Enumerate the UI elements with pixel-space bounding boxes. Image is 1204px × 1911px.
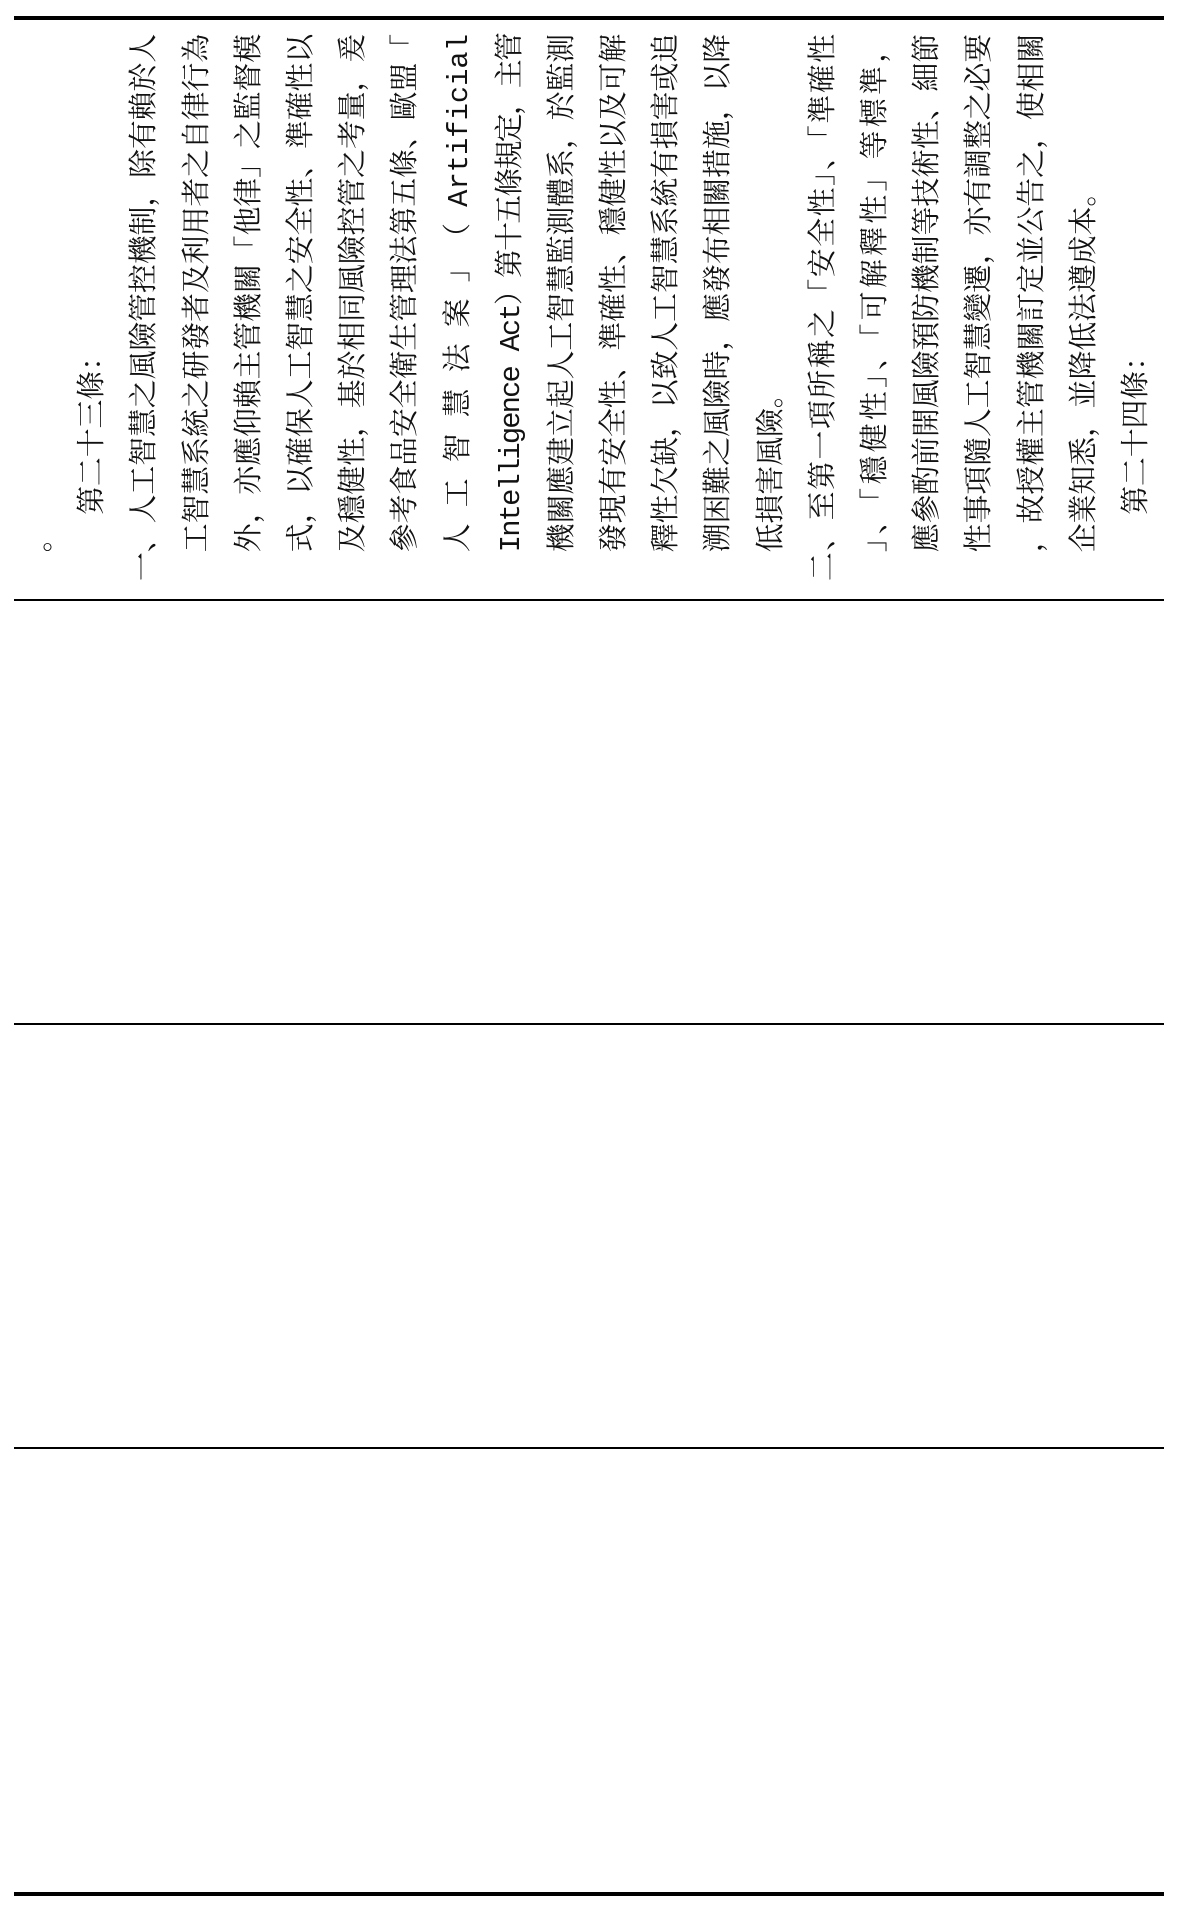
- table-rule-bottom: [14, 1892, 1164, 1896]
- text-line: 應參酌前開風險預防機制等技術性、細節: [912, 33, 946, 553]
- text-line: 發現有安全性、準確性、穩健性以及可解: [599, 33, 633, 553]
- text-line: 外，亦應仰賴主管機關「他律」之監督模: [233, 33, 267, 553]
- column-divider: [14, 599, 1164, 601]
- text-line: 工智慧系統之研發者及利用者之自律行為: [181, 33, 215, 553]
- continued-text-line: 。: [25, 523, 58, 553]
- text-line: 式，以確保人工智慧之安全性、準確性以: [285, 33, 319, 553]
- text-line: 參考食品安全衛生管理法第五條、歐盟「: [390, 33, 424, 553]
- column-divider: [14, 1447, 1164, 1449]
- text-line: Intelligence Act）第十五條規定，主管: [494, 34, 528, 553]
- text-line: 及穩健性，基於相同風險控管之考量，爰: [338, 33, 372, 553]
- text-line: 人工智慧法案」（Artificial: [442, 34, 476, 553]
- explanation-text: [16, 34, 1164, 581]
- article-heading: 第二十三條：: [77, 341, 111, 515]
- text-line: 」、「穩健性」、「可解釋性」等標準，: [860, 34, 893, 553]
- column-divider: [14, 1023, 1164, 1025]
- text-line: 二、至第一項所稱之「安全性」、「準確性: [807, 34, 841, 581]
- text-line: 機關應建立起人工智慧監測體系，於監測: [546, 33, 580, 553]
- text-line: 釋性欠缺，以致人工智慧系統有損害或追: [651, 33, 685, 553]
- text-line: 一、人工智慧之風險管控機制，除有賴於人: [129, 33, 163, 581]
- article-heading: 第二十四條：: [1120, 341, 1154, 515]
- table-rule-top: [14, 16, 1164, 20]
- text-line: 性事項隨人工智慧變遷，亦有調整之必要: [964, 33, 998, 553]
- text-line: 溯困難之風險時，應發布相關措施，以降: [703, 33, 737, 553]
- text-line: 低損害風險。: [755, 379, 789, 553]
- text-line: ，故授權主管機關訂定並公告之，使相關: [1016, 33, 1050, 553]
- text-line: 企業知悉，並降低法遵成本。: [1068, 177, 1102, 553]
